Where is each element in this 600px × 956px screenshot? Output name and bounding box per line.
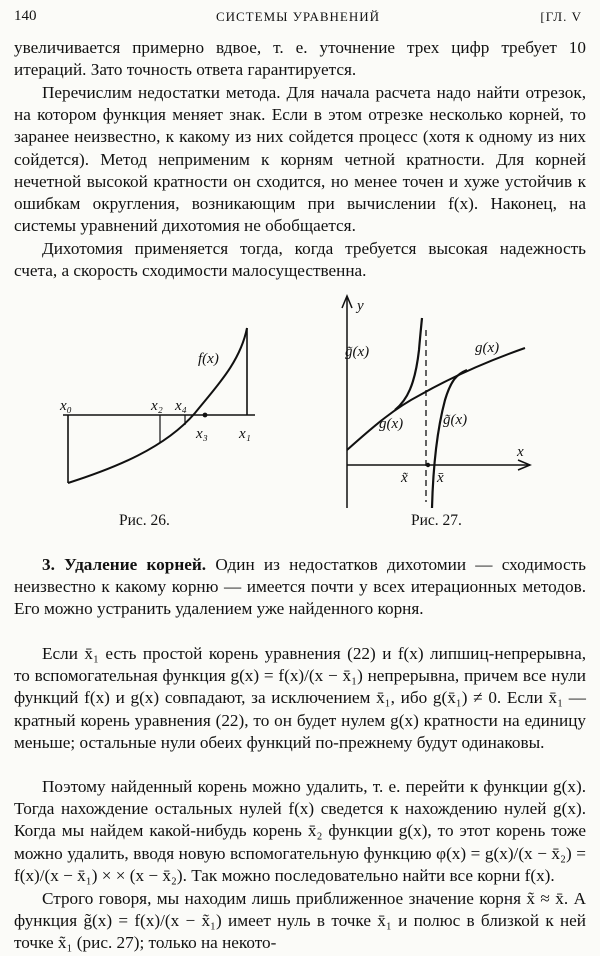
fig27-label-g-mid: g(x) [379, 416, 404, 432]
section-heading: 3. Удаление корней. [42, 555, 207, 574]
fig27-gtilde-right [432, 370, 467, 508]
figure-26 [55, 318, 270, 496]
fig27-label-gtilde-top: g̃(x) [345, 344, 370, 360]
fig26-root-point [203, 413, 208, 418]
page-header [14, 8, 582, 32]
fig27-label-gtilde-low: g̃(x) [443, 412, 468, 428]
chapter-marker: [ГЛ. V [540, 9, 582, 24]
paragraph-6: Поэтому найденный корень можно удалить, т. е. перейти к функции g(x). Тогда нахождение остальных нулей f(x) сведется к нахождению нулей g(x). Когда мы найдем какой-нибудь корень x̄₂ функции g(x), то этот корень тоже можно удалить, вводя новую вспомогательную функцию φ(x) = g(x)/(x − x̄₂) = f(x)/(x − x̄₁) × × (x − x̄₂). Так можно последовательно найти все корни f(x). [14, 777, 586, 885]
figure-26-caption: Рис. 26. [119, 512, 170, 529]
fig27-g-curve [347, 348, 525, 450]
figure-27-caption: Рис. 27. [411, 512, 462, 529]
fig27-label-y: y [357, 298, 364, 314]
paragraph-4-text: Один из недостатков дихотомии — сходимость неизвестно к какому корню — имеется почти у всех итерационных методов. Его можно устранить удалением уже найденного корня. [14, 555, 586, 619]
paragraph-1: увеличивается примерно вдвое, т. е. уточнение трех цифр требует 10 итераций. Зато точность ответа гарантируется. [14, 38, 586, 80]
fig26-label-x2: x₂ [151, 398, 163, 414]
figure-27 [335, 290, 535, 515]
fig27-label-g-right: g(x) [475, 340, 500, 356]
fig26-label-x4: x₄ [175, 398, 187, 414]
fig27-label-x: x [517, 444, 524, 460]
fig27-label-x-tilde: x̃ [401, 470, 408, 486]
paragraph-7: Строго говоря, мы находим лишь приближенное значение корня x̃ ≈ x̄. А функция g̃(x) = f(x)/(x − x̃₁) имеет нуль в точке x̄₁ и полюс в близкой к ней точке x̃₁ (рис. 27); только на некото- [14, 889, 586, 953]
paragraph-2: Перечислим недостатки метода. Для начала расчета надо найти отрезок, на котором функция меняет знак. Если в этом отрезке несколько корней, то заранее неизвестно, к какому из них сойдется процесс (хотя к одному из них сойдется). Метод неприменим к корням четной кратности. Для корней нечетной высокой кратности он сходится, но менее точен и хуже устойчив к ошибкам округления, возникающим при вычислении f(x). Наконец, на системы уравнений дихотомия не обобщается. [14, 83, 586, 236]
fig26-label-x1: x₁ [239, 426, 251, 442]
page-number: 140 [14, 8, 37, 24]
paragraph-5: Если x̄₁ есть простой корень уравнения (22) и f(x) липшиц-непрерывна, то вспомогательная функция g(x) = f(x)/(x − x̄₁) непрерывна, причем все нули функций f(x) и g(x) совпадают, за исключением x̄₁, ибо g(x̄₁) ≠ 0. Если x̄₁ — кратный корень уравнения (22), то он будет нулем g(x) кратности на единицу меньше; остальные нули обеих функций по-прежнему будут одинаковы. [14, 644, 586, 752]
fig26-label-fx: f(x) [198, 351, 219, 367]
paragraph-section-3 [14, 554, 586, 621]
fig26-label-x3: x₃ [196, 426, 208, 442]
fig27-root-point [426, 463, 430, 467]
fig26-label-x0: x₀ [60, 398, 72, 414]
paragraph-3: Дихотомия применяется тогда, когда требуется высокая надежность счета, а скорость сходимости малосущественна. [14, 239, 586, 281]
fig27-label-x-bar: x̄ [437, 470, 444, 486]
running-title: СИСТЕМЫ УРАВНЕНИЙ [215, 9, 381, 24]
